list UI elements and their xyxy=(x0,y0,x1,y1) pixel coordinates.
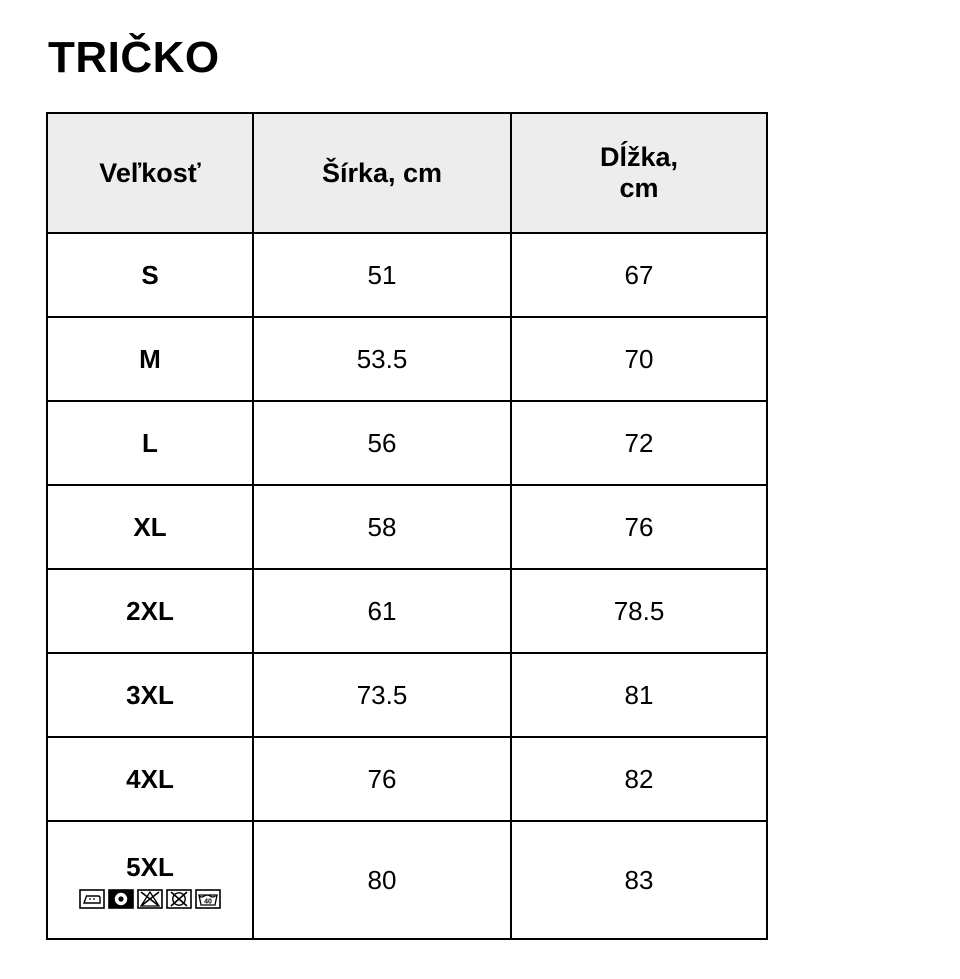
cell-length: 67 xyxy=(511,233,767,317)
cell-size: L xyxy=(47,401,253,485)
cell-width: 61 xyxy=(253,569,511,653)
column-header-size: Veľkosť xyxy=(47,113,253,233)
cell-length: 76 xyxy=(511,485,767,569)
cell-size: 3XL xyxy=(47,653,253,737)
cell-size-with-care xyxy=(47,821,253,939)
cell-length: 81 xyxy=(511,653,767,737)
cell-length: 72 xyxy=(511,401,767,485)
cell-width: 76 xyxy=(253,737,511,821)
table-row xyxy=(47,653,767,737)
table-row xyxy=(47,317,767,401)
table-row xyxy=(47,485,767,569)
column-header-length-line2: cm xyxy=(619,173,659,203)
page-title: TRIČKO xyxy=(48,33,220,82)
cell-length: 83 xyxy=(511,821,767,939)
table-row xyxy=(47,569,767,653)
do-not-bleach-icon xyxy=(137,889,163,909)
cell-width: 58 xyxy=(253,485,511,569)
cell-length: 78.5 xyxy=(511,569,767,653)
table-row xyxy=(47,401,767,485)
do-not-dry-clean-icon xyxy=(166,889,192,909)
cell-size: M xyxy=(47,317,253,401)
column-header-length xyxy=(511,113,767,233)
size-chart-table xyxy=(46,112,768,940)
table-row xyxy=(47,737,767,821)
cell-size: XL xyxy=(47,485,253,569)
cell-width: 56 xyxy=(253,401,511,485)
cell-size-label: 5XL xyxy=(126,851,174,882)
cell-width: 73.5 xyxy=(253,653,511,737)
svg-text:40: 40 xyxy=(204,898,212,905)
tumble-dry-icon xyxy=(108,889,134,909)
column-header-width: Šírka, cm xyxy=(253,113,511,233)
iron-icon xyxy=(79,889,105,909)
table-row xyxy=(47,233,767,317)
care-symbols-group xyxy=(79,889,221,909)
wash-40-icon xyxy=(195,889,221,909)
cell-length: 82 xyxy=(511,737,767,821)
table-row xyxy=(47,821,767,939)
column-header-length-line1: Dĺžka, xyxy=(599,142,679,172)
cell-length: 70 xyxy=(511,317,767,401)
table-header-row xyxy=(47,113,767,233)
size-care-stack xyxy=(54,852,246,909)
cell-width: 51 xyxy=(253,233,511,317)
cell-size: 4XL xyxy=(47,737,253,821)
cell-size: 2XL xyxy=(47,569,253,653)
size-chart-container xyxy=(46,112,766,940)
cell-width: 53.5 xyxy=(253,317,511,401)
cell-width: 80 xyxy=(253,821,511,939)
cell-size: S xyxy=(47,233,253,317)
